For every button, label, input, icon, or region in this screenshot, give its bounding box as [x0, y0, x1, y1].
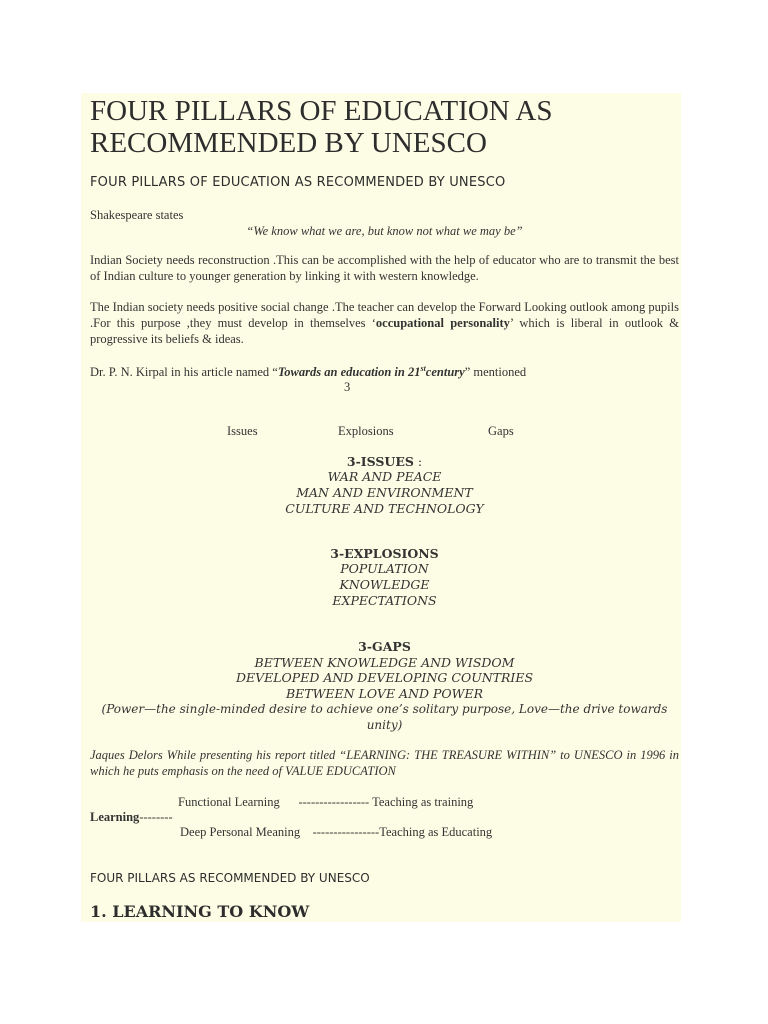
paragraph-reconstruction: Indian Society needs reconstruction .This can be accomplished with the help of educator who are to transmit the best of Indian culture to younger generation by linking it with western knowledge.	[90, 253, 679, 283]
explosions-item: EXPECTATIONS	[332, 593, 437, 608]
learning-label-row	[90, 809, 173, 825]
issues-heading-text: 3-ISSUES	[346, 454, 414, 469]
pillars-heading: FOUR PILLARS AS RECOMMENDED BY UNESCO	[90, 871, 370, 885]
section-learning-to-know: 1. LEARNING TO KNOW	[90, 902, 310, 921]
delors-paragraph: Jaques Delors While presenting his report titled “LEARNING: THE TREASURE WITHIN” to UNESCO in 1996 in which he puts emphasis on the need of VALUE EDUCATION	[90, 748, 679, 778]
kirpal-mentioned: ” mentioned	[464, 365, 527, 380]
gaps-item: BETWEEN LOVE AND POWER	[285, 686, 484, 701]
kirpal-title-part-b: century	[425, 365, 465, 380]
gaps-heading: 3-GAPS	[358, 639, 411, 654]
triad-gaps: Gaps	[488, 424, 514, 438]
page-subtitle: FOUR PILLARS OF EDUCATION AS RECOMMENDED BY UNESCO	[90, 175, 506, 190]
gaps-item: BETWEEN KNOWLEDGE AND WISDOM	[254, 655, 515, 670]
issues-heading	[90, 454, 679, 470]
triad-issues: Issues	[227, 424, 258, 438]
kirpal-intro: Dr. P. N. Kirpal in his article named “	[90, 365, 278, 380]
gaps-note: (Power—the single-minded desire to achieve one’s solitary purpose, Love—the drive towards unity)	[101, 702, 668, 732]
document-page	[81, 93, 681, 922]
kirpal-article-title	[278, 365, 465, 379]
three-count: 3	[344, 380, 351, 394]
shakespeare-quote: “We know what we are, but know not what we may be”	[246, 224, 523, 238]
kirpal-title-part-a: Towards an education in 21	[277, 365, 421, 380]
explosions-heading: 3-EXPLOSIONS	[330, 546, 439, 561]
learning-row-functional: Functional Learning ----------------- Teaching as training	[178, 795, 474, 809]
learning-row-deep: Deep Personal Meaning ----------------Teaching as Educating	[180, 825, 493, 839]
page-title-line-2: RECOMMENDED BY UNESCO	[90, 127, 487, 159]
triad-explosions: Explosions	[338, 424, 394, 438]
learning-dashes: --------	[139, 810, 173, 824]
para2-text-start: The Indian society needs positive social change .The teacher can develop the Forward Looking outlook among pupils .For this purpose ,they must develop in themselves ‘	[90, 300, 679, 330]
explosions-item: KNOWLEDGE	[339, 577, 430, 592]
shakespeare-intro: Shakespeare states	[90, 208, 184, 222]
kirpal-line	[90, 361, 526, 380]
page-title-line-1: FOUR PILLARS OF EDUCATION AS	[90, 95, 553, 127]
gaps-item: DEVELOPED AND DEVELOPING COUNTRIES	[235, 670, 534, 685]
issues-heading-colon: :	[413, 454, 423, 469]
learning-label: Learning	[90, 810, 140, 824]
para2-text-end: ’ which is liberal in outlook & progressive its beliefs & ideas.	[90, 316, 679, 346]
issues-item: WAR AND PEACE	[327, 469, 442, 484]
occupational-personality-term: occupational personality	[375, 316, 510, 330]
issues-item: CULTURE AND TECHNOLOGY	[285, 501, 484, 516]
issues-item: MAN AND ENVIRONMENT	[296, 485, 473, 500]
explosions-item: POPULATION	[340, 561, 429, 576]
paragraph-social-change	[90, 299, 679, 347]
kirpal-title-sup: st	[420, 364, 426, 373]
